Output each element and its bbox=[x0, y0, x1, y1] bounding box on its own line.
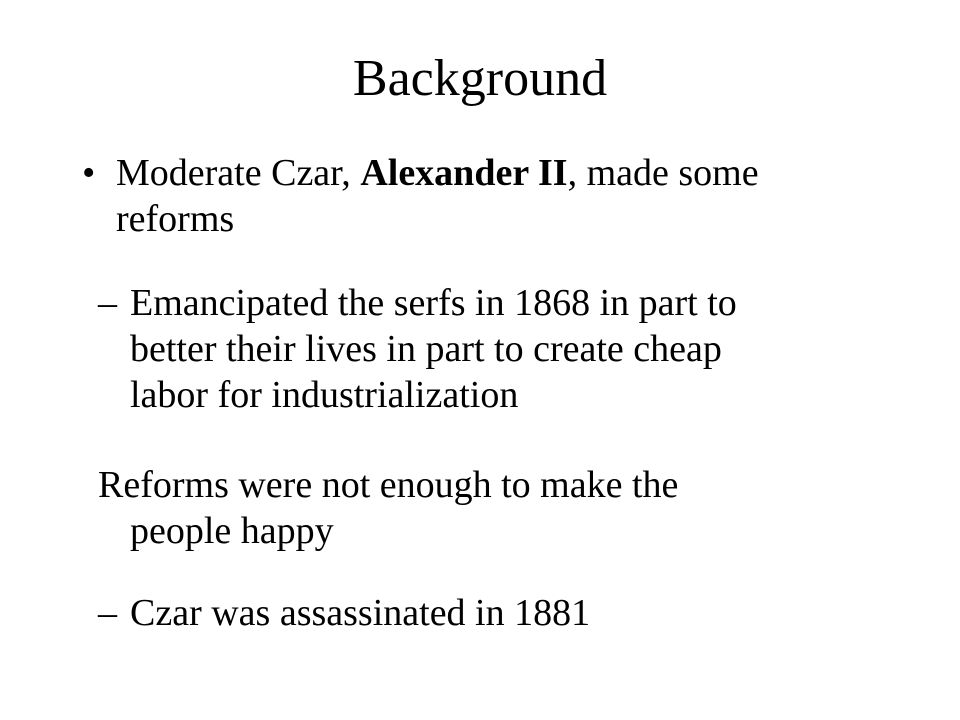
paragraph-line-2: people happy bbox=[130, 510, 334, 552]
sub-item-2-line-1: Czar was assassinated in 1881 bbox=[130, 592, 591, 634]
bullet-marker: • bbox=[82, 152, 96, 194]
sub-item-2-marker: – bbox=[98, 592, 117, 634]
bullet-line-1 bbox=[116, 150, 759, 196]
sub-item-1-marker: – bbox=[98, 282, 117, 324]
sub-item-1-line-2: better their lives in part to create cheap bbox=[130, 328, 722, 370]
bullet-line-2: reforms bbox=[116, 198, 235, 240]
bullet-text-before: Moderate Czar, bbox=[116, 152, 361, 194]
sub-item-1-line-3: labor for industrialization bbox=[130, 374, 519, 416]
bullet-text-after: , made some bbox=[567, 152, 759, 194]
sub-item-1-line-1: Emancipated the serfs in 1868 in part to bbox=[130, 282, 737, 324]
bullet-text-bold: Alexander II bbox=[360, 152, 568, 194]
paragraph-line-1: Reforms were not enough to make the bbox=[98, 464, 679, 506]
slide-title: Background bbox=[352, 50, 608, 107]
